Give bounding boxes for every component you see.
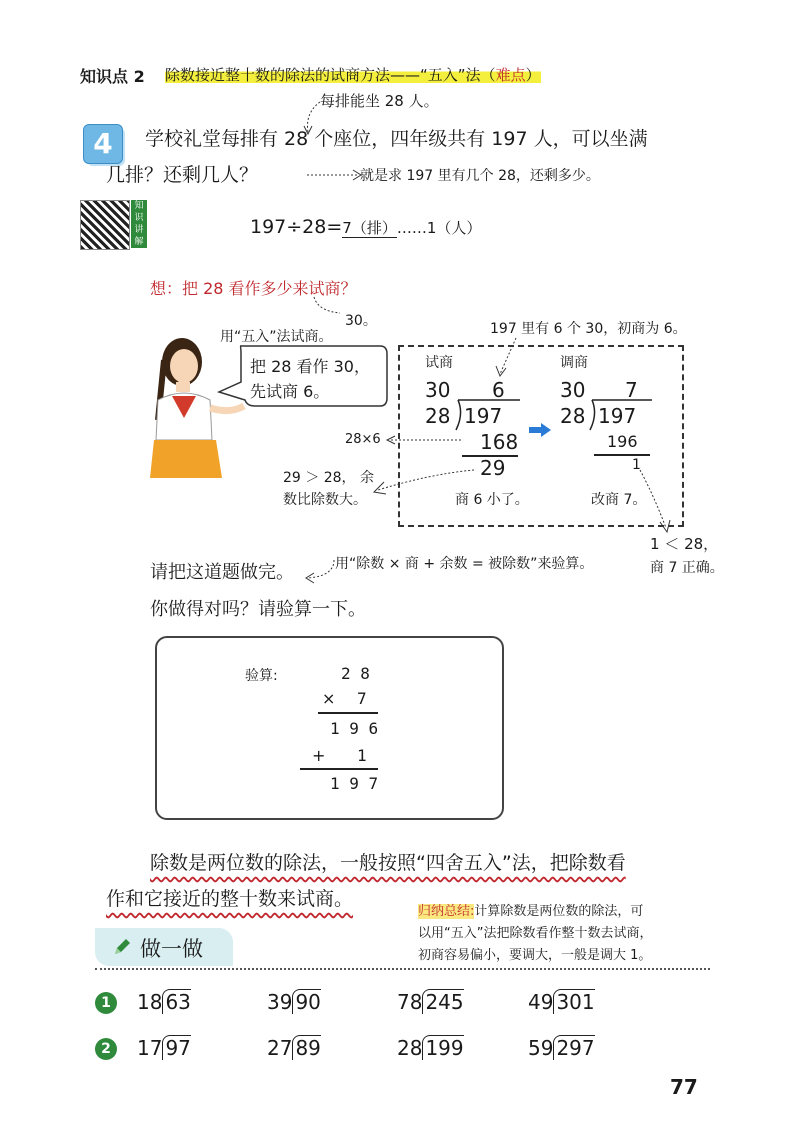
problem-1-3[interactable]: 78 245 [397, 990, 464, 1014]
verify-product: 1 9 6 [330, 719, 379, 738]
adjust-quotient: 7 [625, 378, 638, 402]
pencil-icon [111, 936, 133, 958]
practice-num-2: 2 [95, 1038, 117, 1060]
qr-code[interactable] [80, 200, 130, 250]
note-30: 30。 [345, 313, 377, 329]
problem-2-2[interactable]: 27 89 [267, 1036, 321, 1060]
top-note: 197 里有 6 个 30，初商为 6。 [490, 321, 687, 337]
example-number: 4 [83, 124, 123, 164]
verify-op-add: + [312, 746, 326, 765]
verify-addend: 1 [357, 746, 367, 765]
verify-op-mult: × [322, 689, 336, 708]
problem-1-1[interactable]: 18 63 [137, 990, 191, 1014]
bubble-line-1: 把 28 看作 30， [250, 357, 370, 376]
right-note-1: 1 ＜ 28， [650, 535, 719, 553]
kp-paren-open: （ [480, 66, 496, 84]
verify-line-2 [300, 768, 378, 770]
note-mult: 28×6 [345, 432, 381, 447]
trial-title: 试商 [425, 355, 453, 371]
adjust-line [594, 454, 650, 456]
adjust-title: 调商 [560, 355, 588, 371]
right-note-2: 商 7 正确。 [650, 560, 724, 576]
question-line-2: 几排？还剩几人？ [106, 164, 259, 186]
kp-paren-close: ） [525, 66, 541, 84]
problem-2-1[interactable]: 17 97 [137, 1036, 191, 1060]
equation-text: 197÷28= [250, 216, 343, 238]
trial-caption: 商 6 小了。 [455, 492, 529, 508]
arrow-mult [385, 434, 465, 446]
trial-product: 168 [480, 430, 519, 454]
question-line-1: 学校礼堂每排有 28 个座位，四年级共有 197 人，可以坐满 [145, 128, 648, 150]
equation [250, 216, 481, 238]
trial-remainder: 29 [480, 456, 506, 480]
kp-title-text: 除数接近整十数的除法的试商方法——“五入”法 [165, 66, 481, 84]
adjust-approx: 30 [560, 378, 586, 402]
verify-n2: 7 [357, 689, 367, 708]
trial-quotient: 6 [492, 378, 505, 402]
practice-num-1: 1 [95, 992, 117, 1014]
note-compare-2: 数比除数大。 [283, 492, 367, 508]
problem-2-4[interactable]: 59 297 [528, 1036, 595, 1060]
arrow-check-note [300, 556, 340, 586]
adjust-product: 196 [607, 432, 638, 451]
adjust-remainder: 1 [632, 457, 641, 473]
trial-divisor: 28 [425, 404, 451, 428]
arrow-30 [310, 295, 350, 319]
qr-label: 知识讲解 [131, 200, 147, 248]
adjust-caption: 改商 7。 [591, 492, 647, 508]
induction-label: 归纳总结: [418, 904, 475, 919]
knowledge-point-title [165, 64, 541, 85]
problem-1-4[interactable]: 49 301 [528, 990, 595, 1014]
induction-line-1 [418, 900, 643, 919]
blue-arrow-icon [527, 422, 553, 438]
check-note: 用“除数 × 商 + 余数 = 被除数”来验算。 [335, 556, 594, 572]
adjust-dividend: 197 [598, 404, 637, 428]
verify-total: 1 9 7 [330, 774, 379, 793]
verify-line-1 [318, 712, 378, 714]
bubble-line-2: 先试商 6。 [250, 382, 330, 401]
check-question: 你做得对吗？请验算一下。 [150, 599, 366, 620]
induction-text-1: 计算除数是两位数的除法，可 [474, 904, 644, 919]
practice-rows [95, 990, 715, 1070]
finish-instruction: 请把这道题做完。 [150, 562, 294, 583]
induction-text-2: 以用“五入”法把除数看作整十数去试商， [418, 926, 653, 941]
thinking-prompt: 想：把 28 看作多少来试商？ [150, 279, 357, 298]
trial-dividend: 197 [464, 404, 503, 428]
verify-label: 验算: [245, 668, 278, 684]
practice-header [95, 928, 233, 966]
summary-line-1: 除数是两位数的除法，一般按照“四舍五入”法，把除数看 [150, 852, 626, 874]
kp-difficulty: 难点 [495, 66, 526, 84]
arrow-question-note [305, 168, 365, 182]
arrow-right-note [636, 466, 676, 536]
verify-n1: 2 8 [341, 664, 370, 683]
note-seats: 每排能坐 28 人。 [320, 92, 439, 110]
trial-approx: 30 [425, 378, 451, 402]
answer-sep: …… [396, 219, 427, 237]
problem-1-2[interactable]: 39 90 [267, 990, 321, 1014]
adjust-divisor: 28 [560, 404, 586, 428]
question-note: 就是求 197 里有几个 28，还剩多少。 [360, 168, 600, 184]
note-compare-1: 29 ＞ 28， 余 [283, 470, 374, 486]
method-note: 用“五入”法试商。 [220, 329, 333, 345]
practice-divider [95, 968, 710, 970]
problem-2-3[interactable]: 28 199 [397, 1036, 464, 1060]
summary-line-2: 作和它接近的整十数来试商。 [106, 888, 354, 910]
answer-remainder: 1（人） [426, 219, 482, 237]
page-number: 77 [670, 1075, 698, 1099]
arrow-compare [370, 466, 480, 496]
practice-title: 做一做 [140, 937, 203, 961]
induction-text-3: 初商容易偏小，要调大，一般是调大 1。 [418, 948, 652, 963]
answer-quotient: 7（排） [342, 219, 397, 237]
knowledge-point-label: 知识点 2 [80, 67, 145, 86]
